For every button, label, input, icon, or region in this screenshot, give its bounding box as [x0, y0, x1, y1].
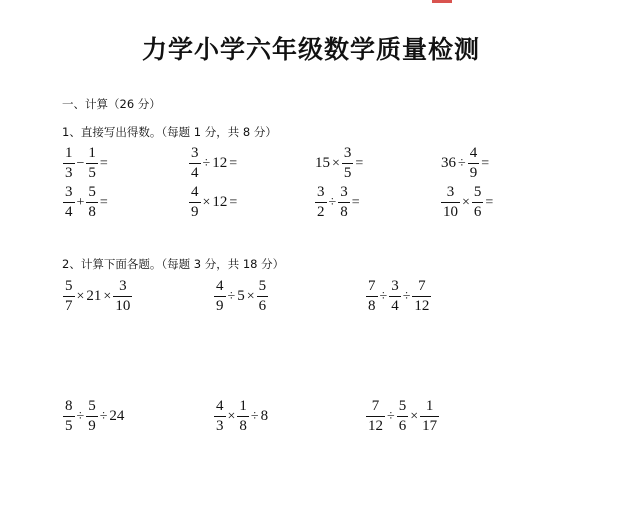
operator: ×: [462, 194, 470, 210]
operator: +: [76, 194, 85, 210]
problem-1-2: [188, 146, 238, 181]
fraction: [63, 399, 75, 434]
operator: =: [99, 194, 108, 210]
denominator: 3: [216, 418, 224, 434]
fraction: [420, 399, 439, 434]
operator: ×: [76, 288, 85, 304]
numerator: 3: [446, 184, 455, 200]
fraction: [63, 185, 75, 220]
operator: ÷: [328, 194, 337, 210]
numerator: 4: [469, 145, 478, 161]
problem-1-6: [188, 185, 238, 220]
fraction: [237, 399, 249, 434]
integer: 15: [315, 155, 330, 171]
operator: ×: [246, 288, 255, 304]
denominator: 9: [191, 204, 199, 220]
fraction: [63, 279, 75, 314]
fraction: [366, 399, 385, 434]
fraction: [342, 146, 354, 181]
fraction: [63, 146, 75, 181]
numerator: 1: [88, 145, 96, 161]
fraction: [86, 399, 98, 434]
integer: 12: [212, 194, 228, 210]
fraction: [412, 279, 431, 314]
denominator: 6: [473, 204, 482, 220]
denominator: 4: [191, 165, 199, 181]
operator: −: [76, 155, 85, 171]
integer: 21: [86, 288, 102, 304]
numerator: 5: [398, 398, 407, 414]
denominator: 6: [398, 418, 407, 434]
integer: 24: [109, 408, 125, 424]
fraction: [189, 146, 201, 181]
operator: ÷: [202, 155, 211, 171]
denominator: 4: [391, 298, 399, 314]
numerator: 4: [216, 278, 224, 294]
fraction: [86, 185, 98, 220]
numerator: 3: [343, 145, 352, 161]
operator: ×: [410, 408, 419, 424]
part2-instruction: 2、计算下面各题。（每题 3 分，共 18 分）: [62, 257, 285, 271]
fraction: [113, 279, 132, 314]
numerator: 5: [258, 278, 267, 294]
integer: 12: [212, 155, 228, 171]
numerator: 5: [65, 278, 73, 294]
numerator: 4: [191, 184, 199, 200]
fraction: [189, 185, 201, 220]
numerator: 1: [425, 398, 434, 414]
operator: =: [485, 194, 494, 210]
numerator: 5: [88, 398, 96, 414]
denominator: 5: [88, 165, 96, 181]
operator: =: [481, 155, 490, 171]
operator: ÷: [250, 408, 259, 424]
numerator: 4: [216, 398, 224, 414]
page-title: 力学小学六年级数学质量检测: [141, 35, 480, 64]
denominator: 2: [317, 204, 325, 220]
part1-instruction: 1、直接写出得数。（每题 1 分，共 8 分）: [62, 125, 277, 139]
denominator: 12: [368, 418, 383, 434]
operator: =: [229, 155, 238, 171]
denominator: 8: [368, 298, 376, 314]
numerator: 7: [418, 278, 426, 294]
operator: ×: [227, 408, 236, 424]
fraction: [214, 279, 226, 314]
problem-1-3: [314, 146, 364, 181]
denominator: 9: [216, 298, 224, 314]
problem-2-6: [365, 399, 440, 434]
problem-1-7: [314, 185, 361, 220]
operator: =: [229, 194, 238, 210]
integer: 5: [237, 288, 245, 304]
numerator: 8: [65, 398, 73, 414]
operator: =: [355, 155, 364, 171]
operator: ÷: [227, 288, 236, 304]
numerator: 7: [368, 278, 376, 294]
denominator: 17: [422, 418, 438, 434]
fraction: [472, 185, 484, 220]
operator: ×: [332, 155, 340, 171]
operator: ÷: [402, 288, 411, 304]
fraction: [389, 279, 401, 314]
denominator: 12: [414, 298, 430, 314]
denominator: 10: [115, 298, 131, 314]
numerator: 3: [191, 145, 199, 161]
operator: ×: [103, 288, 112, 304]
denominator: 5: [65, 418, 73, 434]
corner-marker: [432, 0, 452, 3]
denominator: 7: [65, 298, 73, 314]
problem-2-5: [213, 399, 269, 434]
problem-2-1: [62, 279, 133, 314]
denominator: 8: [340, 204, 348, 220]
numerator: 7: [371, 398, 380, 414]
numerator: 3: [391, 278, 399, 294]
fraction: [214, 399, 226, 434]
fraction: [397, 399, 409, 434]
denominator: 9: [88, 418, 96, 434]
numerator: 1: [239, 398, 247, 414]
problem-1-1: [62, 146, 109, 181]
fraction: [315, 185, 327, 220]
operator: ×: [202, 194, 211, 210]
problem-2-4: [62, 399, 125, 434]
fraction: [468, 146, 480, 181]
denominator: 10: [443, 204, 458, 220]
denominator: 5: [343, 165, 352, 181]
fraction: [257, 279, 269, 314]
numerator: 3: [340, 184, 348, 200]
operator: =: [99, 155, 108, 171]
operator: ÷: [387, 408, 395, 424]
operator: ÷: [76, 408, 85, 424]
numerator: 3: [65, 184, 73, 200]
fraction: [441, 185, 460, 220]
fraction: [366, 279, 378, 314]
denominator: 8: [88, 204, 96, 220]
numerator: 3: [119, 278, 127, 294]
integer: 36: [441, 155, 456, 171]
problem-1-8: [440, 185, 494, 220]
operator: ÷: [99, 408, 108, 424]
denominator: 4: [65, 204, 73, 220]
integer: 8: [260, 408, 269, 424]
operator: ÷: [379, 288, 388, 304]
numerator: 1: [65, 145, 73, 161]
denominator: 8: [239, 418, 247, 434]
problem-2-2: [213, 279, 269, 314]
problem-1-4: [440, 146, 490, 181]
section-heading: 一、计算（26 分）: [62, 97, 161, 111]
fraction: [338, 185, 350, 220]
numerator: 3: [317, 184, 325, 200]
problem-1-5: [62, 185, 109, 220]
operator: =: [351, 194, 360, 210]
numerator: 5: [88, 184, 96, 200]
operator: ÷: [458, 155, 466, 171]
denominator: 6: [258, 298, 267, 314]
denominator: 3: [65, 165, 73, 181]
numerator: 5: [473, 184, 482, 200]
problem-2-3: [365, 279, 432, 314]
fraction: [86, 146, 98, 181]
denominator: 9: [469, 165, 478, 181]
